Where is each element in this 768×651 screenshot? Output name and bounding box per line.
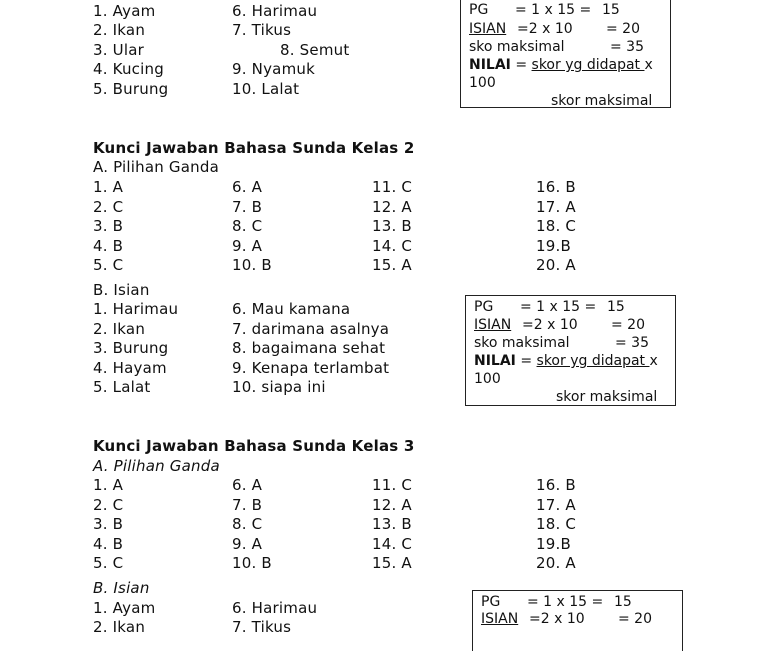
answer-item: 1. A: [93, 476, 124, 494]
answer-item: 15. A: [372, 256, 412, 274]
answer-item: 12. A: [372, 496, 412, 514]
isian-label: ISIAN: [481, 611, 519, 627]
answer-item: 7. B: [232, 198, 263, 216]
answer-item: 15. A: [372, 554, 412, 572]
answer-item: 13. B: [372, 217, 412, 235]
sko-label: sko maksimal: [469, 39, 565, 55]
pg-formula: = 1 x 15 =: [520, 299, 597, 315]
nilai-denominator: skor maksimal: [556, 389, 658, 405]
score-box: [460, 0, 671, 108]
pg-label: PG: [469, 2, 489, 18]
answer-item: 6. A: [232, 178, 263, 196]
isian-formula: =2 x 10: [529, 611, 585, 627]
sko-label: sko maksimal: [474, 335, 570, 351]
answer-item: 10. siapa ini: [232, 378, 326, 396]
answer-item: 6. Harimau: [232, 2, 318, 20]
nilai-x: x: [649, 353, 658, 369]
answer-item: 3. B: [93, 515, 124, 533]
nilai-denominator: skor maksimal: [551, 93, 653, 109]
score-box: [465, 295, 676, 406]
nilai-x: x: [644, 57, 653, 73]
section-title: Kunci Jawaban Bahasa Sunda Kelas 3: [93, 437, 415, 455]
answer-item: 9. Kenapa terlambat: [232, 359, 390, 377]
isian-formula: =2 x 10: [517, 21, 573, 37]
section-title: Kunci Jawaban Bahasa Sunda Kelas 2: [93, 139, 415, 157]
answer-item: 1. Ayam: [93, 2, 156, 20]
sko-value: = 35: [615, 335, 649, 351]
answer-item: 11. C: [372, 476, 413, 494]
nilai-label: NILAI: [474, 353, 516, 369]
answer-item: 10. B: [232, 554, 272, 572]
nilai-eq: =: [520, 353, 533, 369]
isian-label: ISIAN: [469, 21, 507, 37]
pg-label: PG: [474, 299, 494, 315]
nilai-numerator: skor yg didapat: [531, 57, 645, 73]
answer-item: 1. Ayam: [93, 599, 156, 617]
isian-line: [469, 20, 639, 38]
isian-label: ISIAN: [474, 317, 512, 333]
answer-item: 9. Nyamuk: [232, 60, 315, 78]
answer-item: 19.B: [536, 237, 571, 255]
nilai-100: 100: [469, 75, 496, 91]
pg-heading: A. Pilihan Ganda: [93, 158, 219, 176]
answer-item: 3. Burung: [93, 339, 169, 357]
sko-value: = 35: [610, 39, 644, 55]
answer-item: 5. Burung: [93, 80, 169, 98]
answer-item: 4. B: [93, 237, 124, 255]
answer-item: 5. C: [93, 554, 124, 572]
answer-item: 2. Ikan: [93, 618, 146, 636]
pg-formula: = 1 x 15 =: [527, 594, 604, 610]
answer-item: 1. A: [93, 178, 124, 196]
answer-item: 16. B: [536, 476, 576, 494]
answer-item: 12. A: [372, 198, 412, 216]
pg-label: PG: [481, 594, 501, 610]
answer-item: 8. bagaimana sehat: [232, 339, 386, 357]
isian-heading: B. Isian: [93, 579, 150, 597]
answer-item: 1. Harimau: [93, 300, 179, 318]
answer-item: 5. Lalat: [93, 378, 151, 396]
pg-value: 15: [614, 594, 632, 610]
answer-item: 7. Tikus: [232, 618, 292, 636]
nilai-numerator: skor yg didapat: [536, 353, 650, 369]
pg-value: 15: [602, 2, 620, 18]
pg-heading: A. Pilihan Ganda: [93, 457, 220, 475]
answer-item: 5. C: [93, 256, 124, 274]
isian-value: = 20: [618, 611, 652, 627]
nilai-100: 100: [474, 371, 501, 387]
answer-item: 13. B: [372, 515, 412, 533]
answer-item: 9. A: [232, 237, 263, 255]
isian-formula: =2 x 10: [522, 317, 578, 333]
answer-item: 4. Kucing: [93, 60, 164, 78]
answer-item: 8. C: [232, 515, 263, 533]
answer-item: 2. Ikan: [93, 21, 146, 39]
answer-item: 17. A: [536, 496, 576, 514]
nilai-label: NILAI: [469, 57, 511, 73]
answer-item: 3. B: [93, 217, 124, 235]
answer-item: 6. A: [232, 476, 263, 494]
answer-item: 2. C: [93, 198, 124, 216]
answer-item: 14. C: [372, 237, 413, 255]
answer-item: 2. Ikan: [93, 320, 146, 338]
isian-heading: B. Isian: [93, 281, 150, 299]
nilai-eq: =: [515, 57, 528, 73]
answer-item: 3. Ular: [93, 41, 144, 59]
isian-line: [474, 316, 650, 334]
answer-item: 2. C: [93, 496, 124, 514]
answer-item: 11. C: [372, 178, 413, 196]
isian-value: = 20: [606, 21, 640, 37]
answer-item: 4. Hayam: [93, 359, 167, 377]
answer-item: 18. C: [536, 515, 577, 533]
answer-item: 19.B: [536, 535, 571, 553]
answer-item: 7. Tikus: [232, 21, 292, 39]
answer-item: 4. B: [93, 535, 124, 553]
isian-line: [481, 610, 659, 628]
answer-item: 10. B: [232, 256, 272, 274]
isian-value: = 20: [611, 317, 645, 333]
answer-item: 20. A: [536, 554, 576, 572]
pg-formula: = 1 x 15 =: [515, 2, 592, 18]
answer-item: 9. A: [232, 535, 263, 553]
answer-item: 6. Harimau: [232, 599, 318, 617]
answer-item: 8. C: [232, 217, 263, 235]
answer-item: 8. Semut: [280, 41, 350, 59]
answer-item: 7. B: [232, 496, 263, 514]
pg-value: 15: [607, 299, 625, 315]
score-box: [472, 590, 683, 651]
answer-item: 16. B: [536, 178, 576, 196]
answer-item: 10. Lalat: [232, 80, 300, 98]
answer-item: 14. C: [372, 535, 413, 553]
answer-item: 18. C: [536, 217, 577, 235]
answer-item: 17. A: [536, 198, 576, 216]
answer-item: 20. A: [536, 256, 576, 274]
answer-item: 7. darimana asalnya: [232, 320, 390, 338]
answer-item: 6. Mau kamana: [232, 300, 351, 318]
